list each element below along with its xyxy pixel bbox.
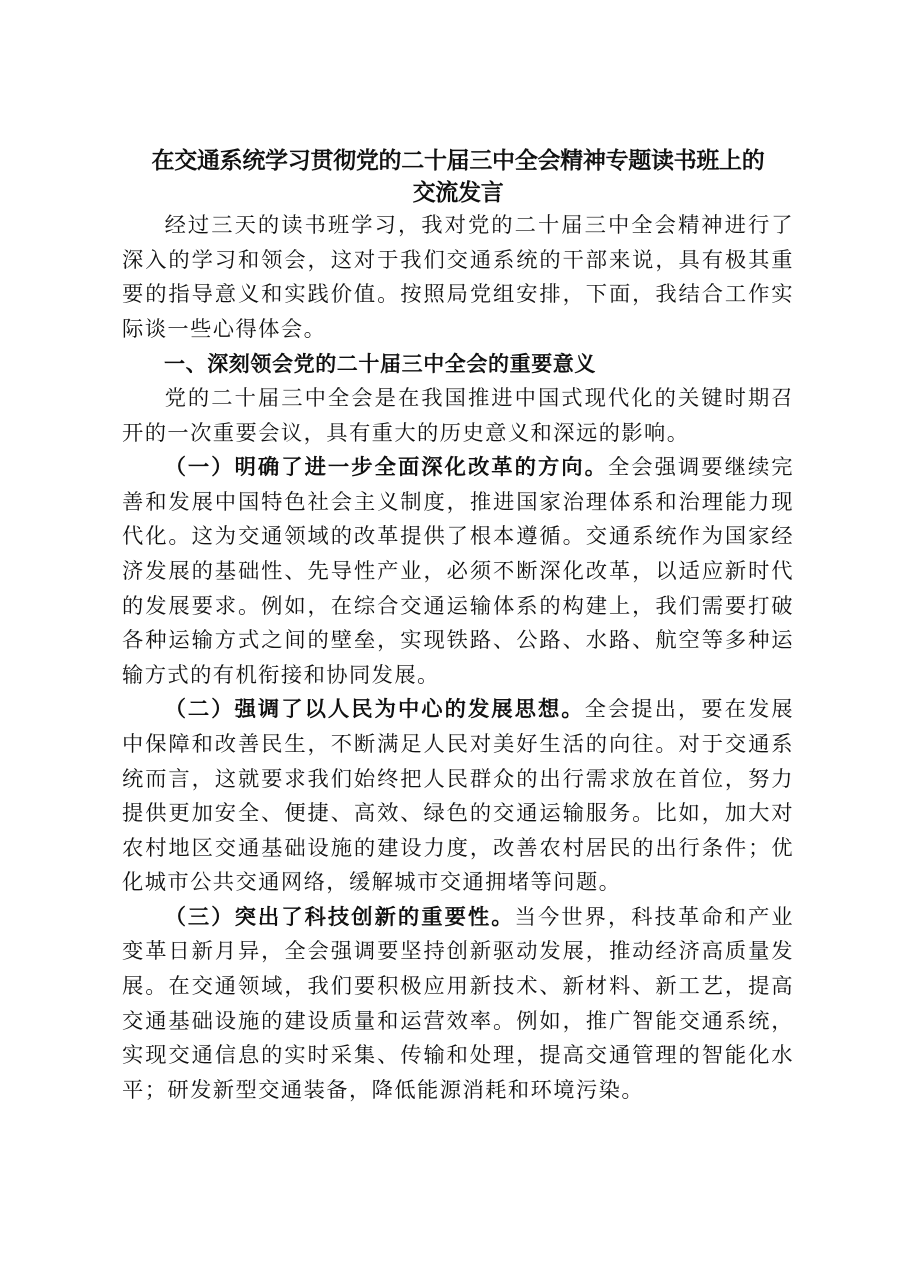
section-1-heading: 一、深刻领会党的二十届三中全会的重要意义 <box>164 352 596 377</box>
intro-paragraph: 经过三天的读书班学习，我对党的二十届三中全会精神进行了深入的学习和领会，这对于我们交通系统的干部来说，具有极其重要的指导意义和实践价值。按照局党组安排，下面，我结合工作实际谈一些心得体会。 <box>122 213 794 342</box>
point-2-body: 全会提出，要在发展中保障和改善民生，不断满足人民对美好生活的向往。对于交通系统而言，这就要求我们始终把人民群众的出行需求放在首位，努力提供更加安全、便捷、高效、绿色的交通运输服务。比如，加大对农村地区交通基础设施的建设力度，改善农村居民的出行条件；优化城市公共交通网络，缓解城市交通拥堵等问题。 <box>122 697 794 896</box>
point-3-paragraph <box>122 901 794 1109</box>
point-1-paragraph <box>122 451 794 693</box>
title-line-2: 交流发言 <box>412 179 504 206</box>
title-line-1: 在交通系统学习贯彻党的二十届三中全会精神专题读书班上的 <box>151 147 765 174</box>
section-1-lead-paragraph: 党的二十届三中全会是在我国推进中国式现代化的关键时期召开的一次重要会议，具有重大的历史意义和深远的影响。 <box>122 385 794 446</box>
point-3-subheading: （三）突出了科技创新的重要性。 <box>164 904 515 930</box>
point-2-paragraph <box>122 693 794 901</box>
point-3-body: 当今世界，科技革命和产业变革日新月异，全会强调要坚持创新驱动发展，推动经济高质量发展。在交通领域，我们要积极应用新技术、新材料、新工艺，提高交通基础设施的建设质量和运营效率。例如，推广智能交通系统，实现交通信息的实时采集、传输和处理，提高交通管理的智能化水平；研发新型交通装备，降低能源消耗和环境污染。 <box>122 904 794 1103</box>
point-1-subheading: （一）明确了进一步全面深化改革的方向。 <box>164 455 608 481</box>
document-body <box>122 145 794 1108</box>
point-1-body: 全会强调要继续完善和发展中国特色社会主义制度，推进国家治理体系和治理能力现代化。这为交通领域的改革提供了根本遵循。交通系统作为国家经济发展的基础性、先导性产业，必须不断深化改革，以适应新时代的发展要求。例如，在综合交通运输体系的构建上，我们需要打破各种运输方式之间的壁垒，实现铁路、公路、水路、航空等多种运输方式的有机衔接和协同发展。 <box>122 455 794 688</box>
point-2-subheading: （二）强调了以人民为中心的发展思想。 <box>164 697 585 723</box>
document-title <box>122 145 794 209</box>
